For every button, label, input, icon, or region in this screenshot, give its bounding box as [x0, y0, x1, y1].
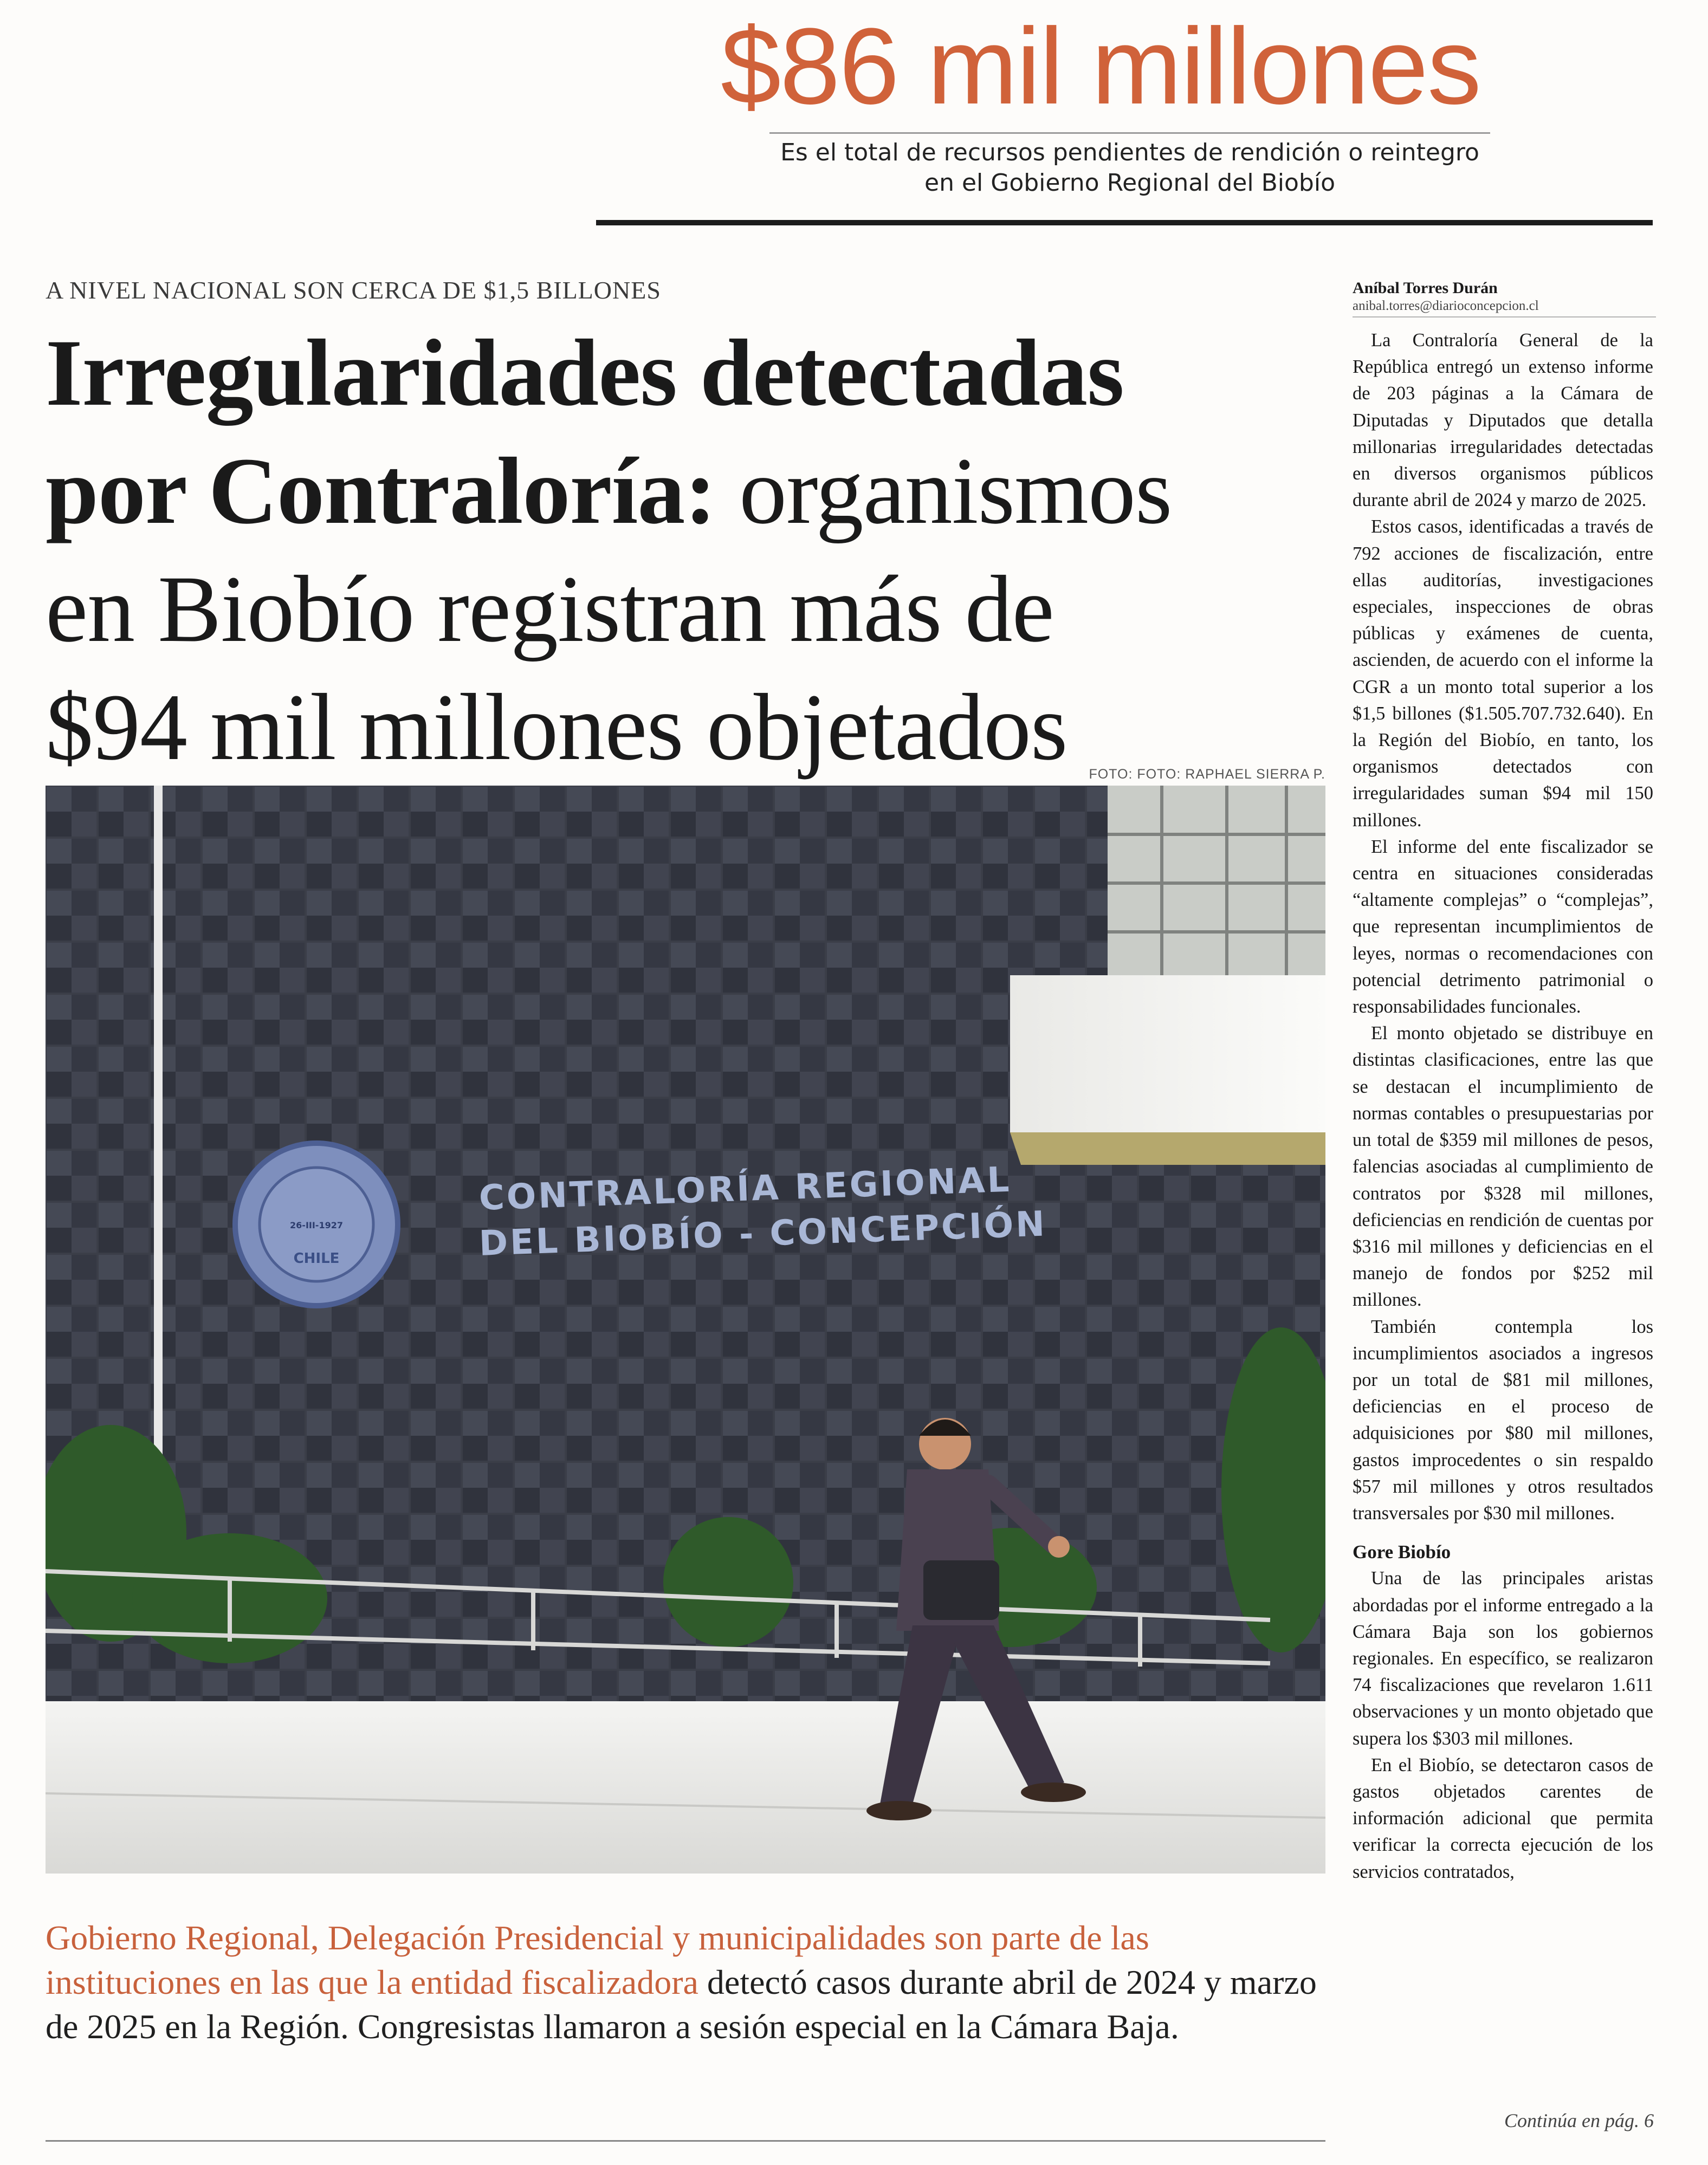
article-kicker: A NIVEL NACIONAL SON CERCA DE $1,5 BILLONES [46, 276, 661, 304]
byline-name: Aníbal Torres Durán [1353, 279, 1498, 297]
deck-accent: Gobierno Regional, Delegación Presidencial y municipalidades son parte de las instituciones en las que la entidad fiscalizadora [46, 1918, 1149, 2001]
headline-line-2 [46, 432, 1335, 550]
headline-regular-2: organismos [716, 438, 1172, 544]
photo-credit: FOTO: FOTO: RAPHAEL SIERRA P. [1089, 767, 1325, 782]
callout-bottom-rule [596, 220, 1653, 225]
body-subhead: Gore Biobío [1353, 1541, 1451, 1563]
photo-sign-line-2: DEL BIOBÍO - CONCEPCIÓN [478, 1204, 1047, 1264]
photo-sidewalk [46, 1701, 1325, 1874]
byline [1353, 278, 1656, 314]
continued-on-page[interactable]: Continúa en pág. 6 [1504, 2110, 1654, 2131]
body-paragraph: En el Biobío, se detectaron casos de gastos objetados carentes de información adicional que permita verificar la correcta ejecución de los servicios contratados, [1353, 1754, 1653, 1882]
callout-caption [748, 138, 1512, 198]
photo-sign-line-1: CONTRALORÍA REGIONAL [478, 1159, 1012, 1218]
body-paragraph: La Contraloría General de la República entregó un extenso informe de 203 páginas a la Cámara de Diputadas y Diputados que detalla millonarias irregularidades detectadas en diversos organismos públicos durante abril de 2024 y marzo de 2025. [1353, 330, 1653, 511]
article-headline [46, 314, 1335, 787]
top-callout [0, 0, 1708, 238]
callout-figure: $86 mil millones [721, 6, 1480, 127]
byline-email[interactable]: anibal.torres@diarioconcepcion.cl [1353, 299, 1539, 313]
body-paragraph: El monto objetado se distribuye en distintas clasificaciones, entre las que se destacan el incumplimiento de normas contables o presupuestarias por un total de $359 mil millones de pesos, falencias asociadas al cumplimiento de contratos por $328 mil millones, deficiencias en rendición de cuentas por $316 mil millones y deficiencias en el manejo de fondos por $252 mil millones. [1353, 1023, 1653, 1311]
body-paragraph: Estos casos, identificadas a través de 792 acciones de fiscalización, entre ellas auditorías, investigaciones especiales, inspecciones de obras públicas y exámenes de cuenta, ascienden, de acuerdo con el informe la CGR a un monto total superior a los $1,5 billones ($1.505.707.732.640). En la Región del Biobío, en tanto, los organismos detectados con irregularidades suman $94 mil 150 millones. [1353, 516, 1653, 831]
article-photo [46, 786, 1325, 1874]
photo-building-sign [478, 1159, 1129, 1267]
article-body [1353, 327, 1653, 1885]
body-paragraph: Una de las principales aristas abordadas por el informe entregado a la Cámara Baja son los gobiernos regionales. En específico, se realizaron 74 fiscalizaciones que revelaron 1.611 observaciones y un monto objetado que supera los $303 mil millones. [1353, 1568, 1653, 1749]
headline-bold-1: Irregularidades detectadas [46, 320, 1124, 426]
deck-rest: detectó casos durante abril de 2024 y marzo de 2025 en la Región. Congresistas llamaron a sesión especial en la Cámara Baja. [46, 1963, 1317, 2046]
callout-caption-line-1: Es el total de recursos pendientes de rendición o reintegro [780, 139, 1479, 166]
seal-country: CHILE [293, 1250, 340, 1267]
bottom-rule [46, 2140, 1325, 2142]
photo-canopy [1010, 975, 1325, 1132]
body-paragraph: El informe del ente fiscalizador se centra en situaciones consideradas “altamente complejas” o “complejas”, que representan incumplimientos de leyes, normas o recomendaciones con potencial detrimento patrimonial o responsabilidades funcionales. [1353, 836, 1653, 1017]
headline-line-1 [46, 314, 1335, 432]
seal-date: 26-III-1927 [290, 1220, 343, 1230]
callout-divider [769, 132, 1490, 134]
body-paragraph: También contempla los incumplimientos asociados a ingresos por un total de $81 mil millones, deficiencias en el proceso de adquisiciones por $80 mil millones, gastos improcedentes o sin respaldo $57 mil millones y otros resultados transversales por $30 mil millones. [1353, 1316, 1653, 1524]
byline-rule [1353, 316, 1656, 317]
callout-caption-line-2: en el Gobierno Regional del Biobío [924, 169, 1335, 197]
headline-line-4: $94 mil millones objetados [46, 675, 1068, 780]
article-deck [46, 1916, 1324, 2049]
headline-bold-2: por Contraloría: [46, 438, 716, 544]
headline-line-3: en Biobío registran más de [46, 556, 1054, 662]
photo-illustration [46, 786, 1325, 1874]
